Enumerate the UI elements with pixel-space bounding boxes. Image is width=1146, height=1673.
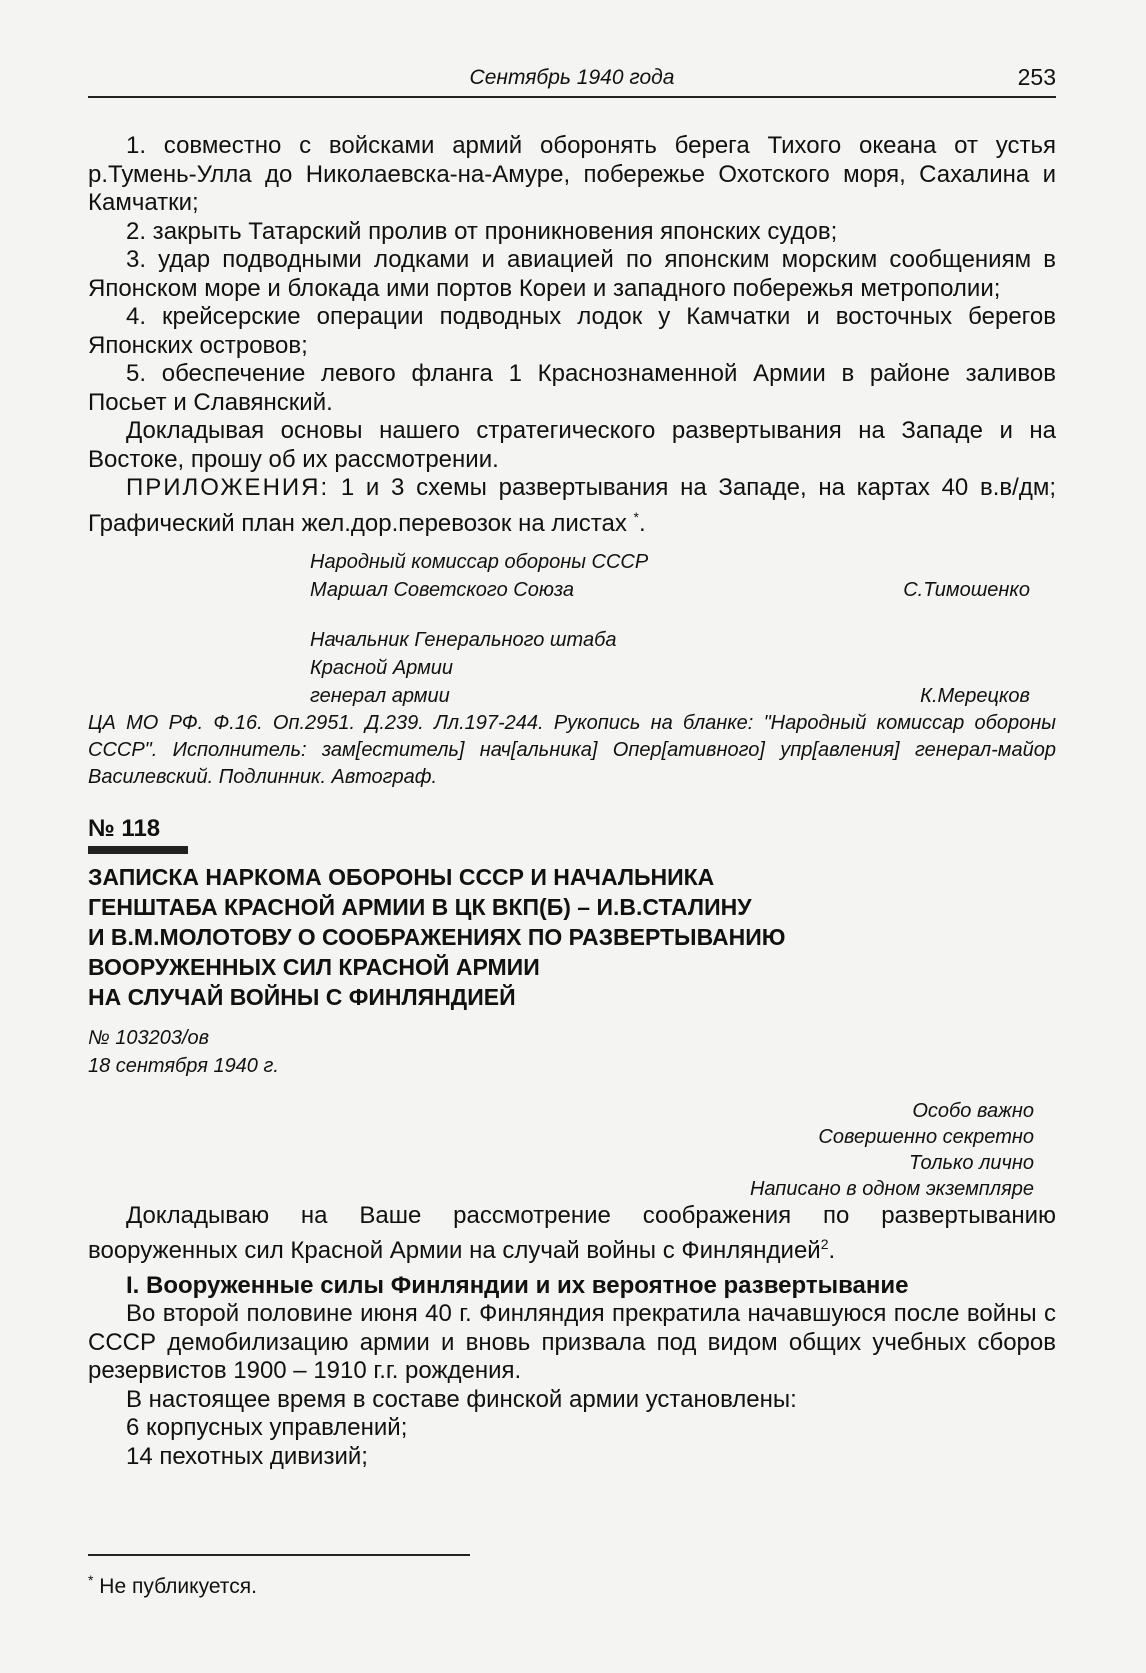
section-title: I. Вооруженные силы Финляндии и их вероятное развертывание bbox=[126, 1271, 909, 1299]
title-line-1: ЗАПИСКА НАРКОМА ОБОРОНЫ СССР И НАЧАЛЬНИКА bbox=[88, 863, 715, 890]
list-item-1: 1. совместно с войсками армий оборонять берега Тихого океана от устья р.Тумень-Улла до Николаевска-на-Амуре, побережье Охотского моря, Сахалина и Камчатки; bbox=[88, 132, 1056, 216]
list-item-4: 4. крейсерские операции подводных лодок у Камчатки и восточных берегов Японских островов; bbox=[88, 303, 1056, 359]
title-line-2: ГЕНШТАБА КРАСНОЙ АРМИИ В ЦК ВКП(Б) – И.В.СТАЛИНУ bbox=[88, 893, 752, 920]
intro-paragraph: Докладываю на Ваше рассмотрение соображения по развертыванию вооруженных сил Красной Армии на случай войны с Финляндией$^2$. bbox=[88, 1201, 1056, 1264]
signature-2-line-3: генерал армии К.Мерецков bbox=[88, 682, 1056, 710]
title-line-4: ВООРУЖЕННЫХ СИЛ КРАСНОЙ АРМИИ bbox=[88, 953, 540, 980]
list-item-3: 3. удар подводными лодками и авиацией по японским морским сообщениям в Японском море и блокада ими портов Кореи и западного побережья метрополии; bbox=[88, 246, 1056, 302]
appendix-paragraph bbox=[88, 474, 1056, 538]
document-title bbox=[88, 862, 1056, 1012]
running-header bbox=[88, 64, 1056, 96]
list-item-5: 5. обеспечение левого фланга 1 Краснознаменной Армии в районе заливов Посьет и Славянский. bbox=[88, 360, 1056, 416]
closing-paragraph: Докладывая основы нашего стратегического развертывания на Западе и на Востоке, прошу об их рассмотрении. bbox=[88, 417, 1056, 473]
title-line-3: И В.М.МОЛОТОВУ О СООБРАЖЕНИЯХ ПО РАЗВЕРТЫВАНИЮ bbox=[88, 923, 786, 950]
footnote-text: Не публикуется. bbox=[93, 1575, 257, 1598]
list-item-2: 2. закрыть Татарский пролив от проникновения японских судов; bbox=[126, 217, 838, 245]
footnote-rule bbox=[88, 1554, 470, 1556]
signature-2-line-1: Начальник Генерального штаба bbox=[310, 629, 617, 651]
document-number-bar bbox=[88, 846, 188, 854]
paragraph-2: В настоящее время в составе финской армии установлены: bbox=[126, 1385, 797, 1413]
mark-2: Совершенно секретно bbox=[818, 1125, 1034, 1148]
archive-source: ЦА МО РФ. Ф.16. Оп.2951. Д.239. Лл.197-244. Рукопись на бланке: "Народный комиссар обороны СССР". Исполнитель: зам[еститель] нач[альника] Опер[ативного] упр[авления] генерал-майор Василевский. Подлинник. Автограф. bbox=[88, 712, 1056, 788]
signature-2-name: К.Мерецков bbox=[920, 685, 1030, 707]
intro-note-mark: 2 bbox=[820, 1236, 829, 1252]
appendix-label: ПРИЛОЖЕНИЯ: bbox=[126, 474, 330, 501]
ref-number: № 103203/ов bbox=[88, 1026, 210, 1049]
appendix-text: 1 и 3 схемы развертывания на Западе, на картах 40 в.в/дм; Графический план жел.дор.перевозок на листах bbox=[88, 474, 1056, 537]
classification-marks bbox=[88, 1098, 1056, 1202]
appendix-end: . bbox=[638, 509, 646, 537]
document-reference bbox=[88, 1024, 1056, 1080]
header-rule bbox=[88, 96, 1056, 98]
mark-3: Только лично bbox=[908, 1151, 1034, 1174]
page-number: 253 bbox=[1017, 64, 1056, 90]
signature-1-line-2: Маршал Советского Союза С.Тимошенко bbox=[88, 576, 1056, 604]
running-title: Сентябрь 1940 года bbox=[469, 66, 675, 89]
signature-2-line-2: Красной Армии bbox=[310, 657, 454, 679]
signature-1-line-1: Народный комиссар обороны СССР bbox=[310, 551, 649, 573]
list-entry-2: 14 пехотных дивизий; bbox=[126, 1442, 368, 1470]
page-body bbox=[88, 132, 1056, 1471]
ref-date: 18 сентября 1940 г. bbox=[88, 1054, 279, 1077]
title-line-5: НА СЛУЧАЙ ВОЙНЫ С ФИНЛЯНДИЕЙ bbox=[88, 983, 516, 1010]
document-number: № 118 bbox=[88, 815, 161, 842]
list-entry-1: 6 корпусных управлений; bbox=[126, 1414, 408, 1441]
appendix-note-mark: * bbox=[633, 508, 639, 525]
signature-1-name: С.Тимошенко bbox=[903, 579, 1030, 601]
mark-1: Особо важно bbox=[912, 1099, 1034, 1122]
mark-4: Написано в одном экземпляре bbox=[749, 1177, 1034, 1200]
footnote bbox=[88, 1572, 257, 1599]
paragraph-1: Во второй половине июня 40 г. Финляндия прекратила начавшуюся после войны с СССР демобилизацию армии и вновь призвала под видом общих учебных сборов резервистов 1900 – 1910 г.г. рождения. bbox=[88, 1300, 1056, 1384]
footnote-mark: * bbox=[88, 1572, 94, 1588]
